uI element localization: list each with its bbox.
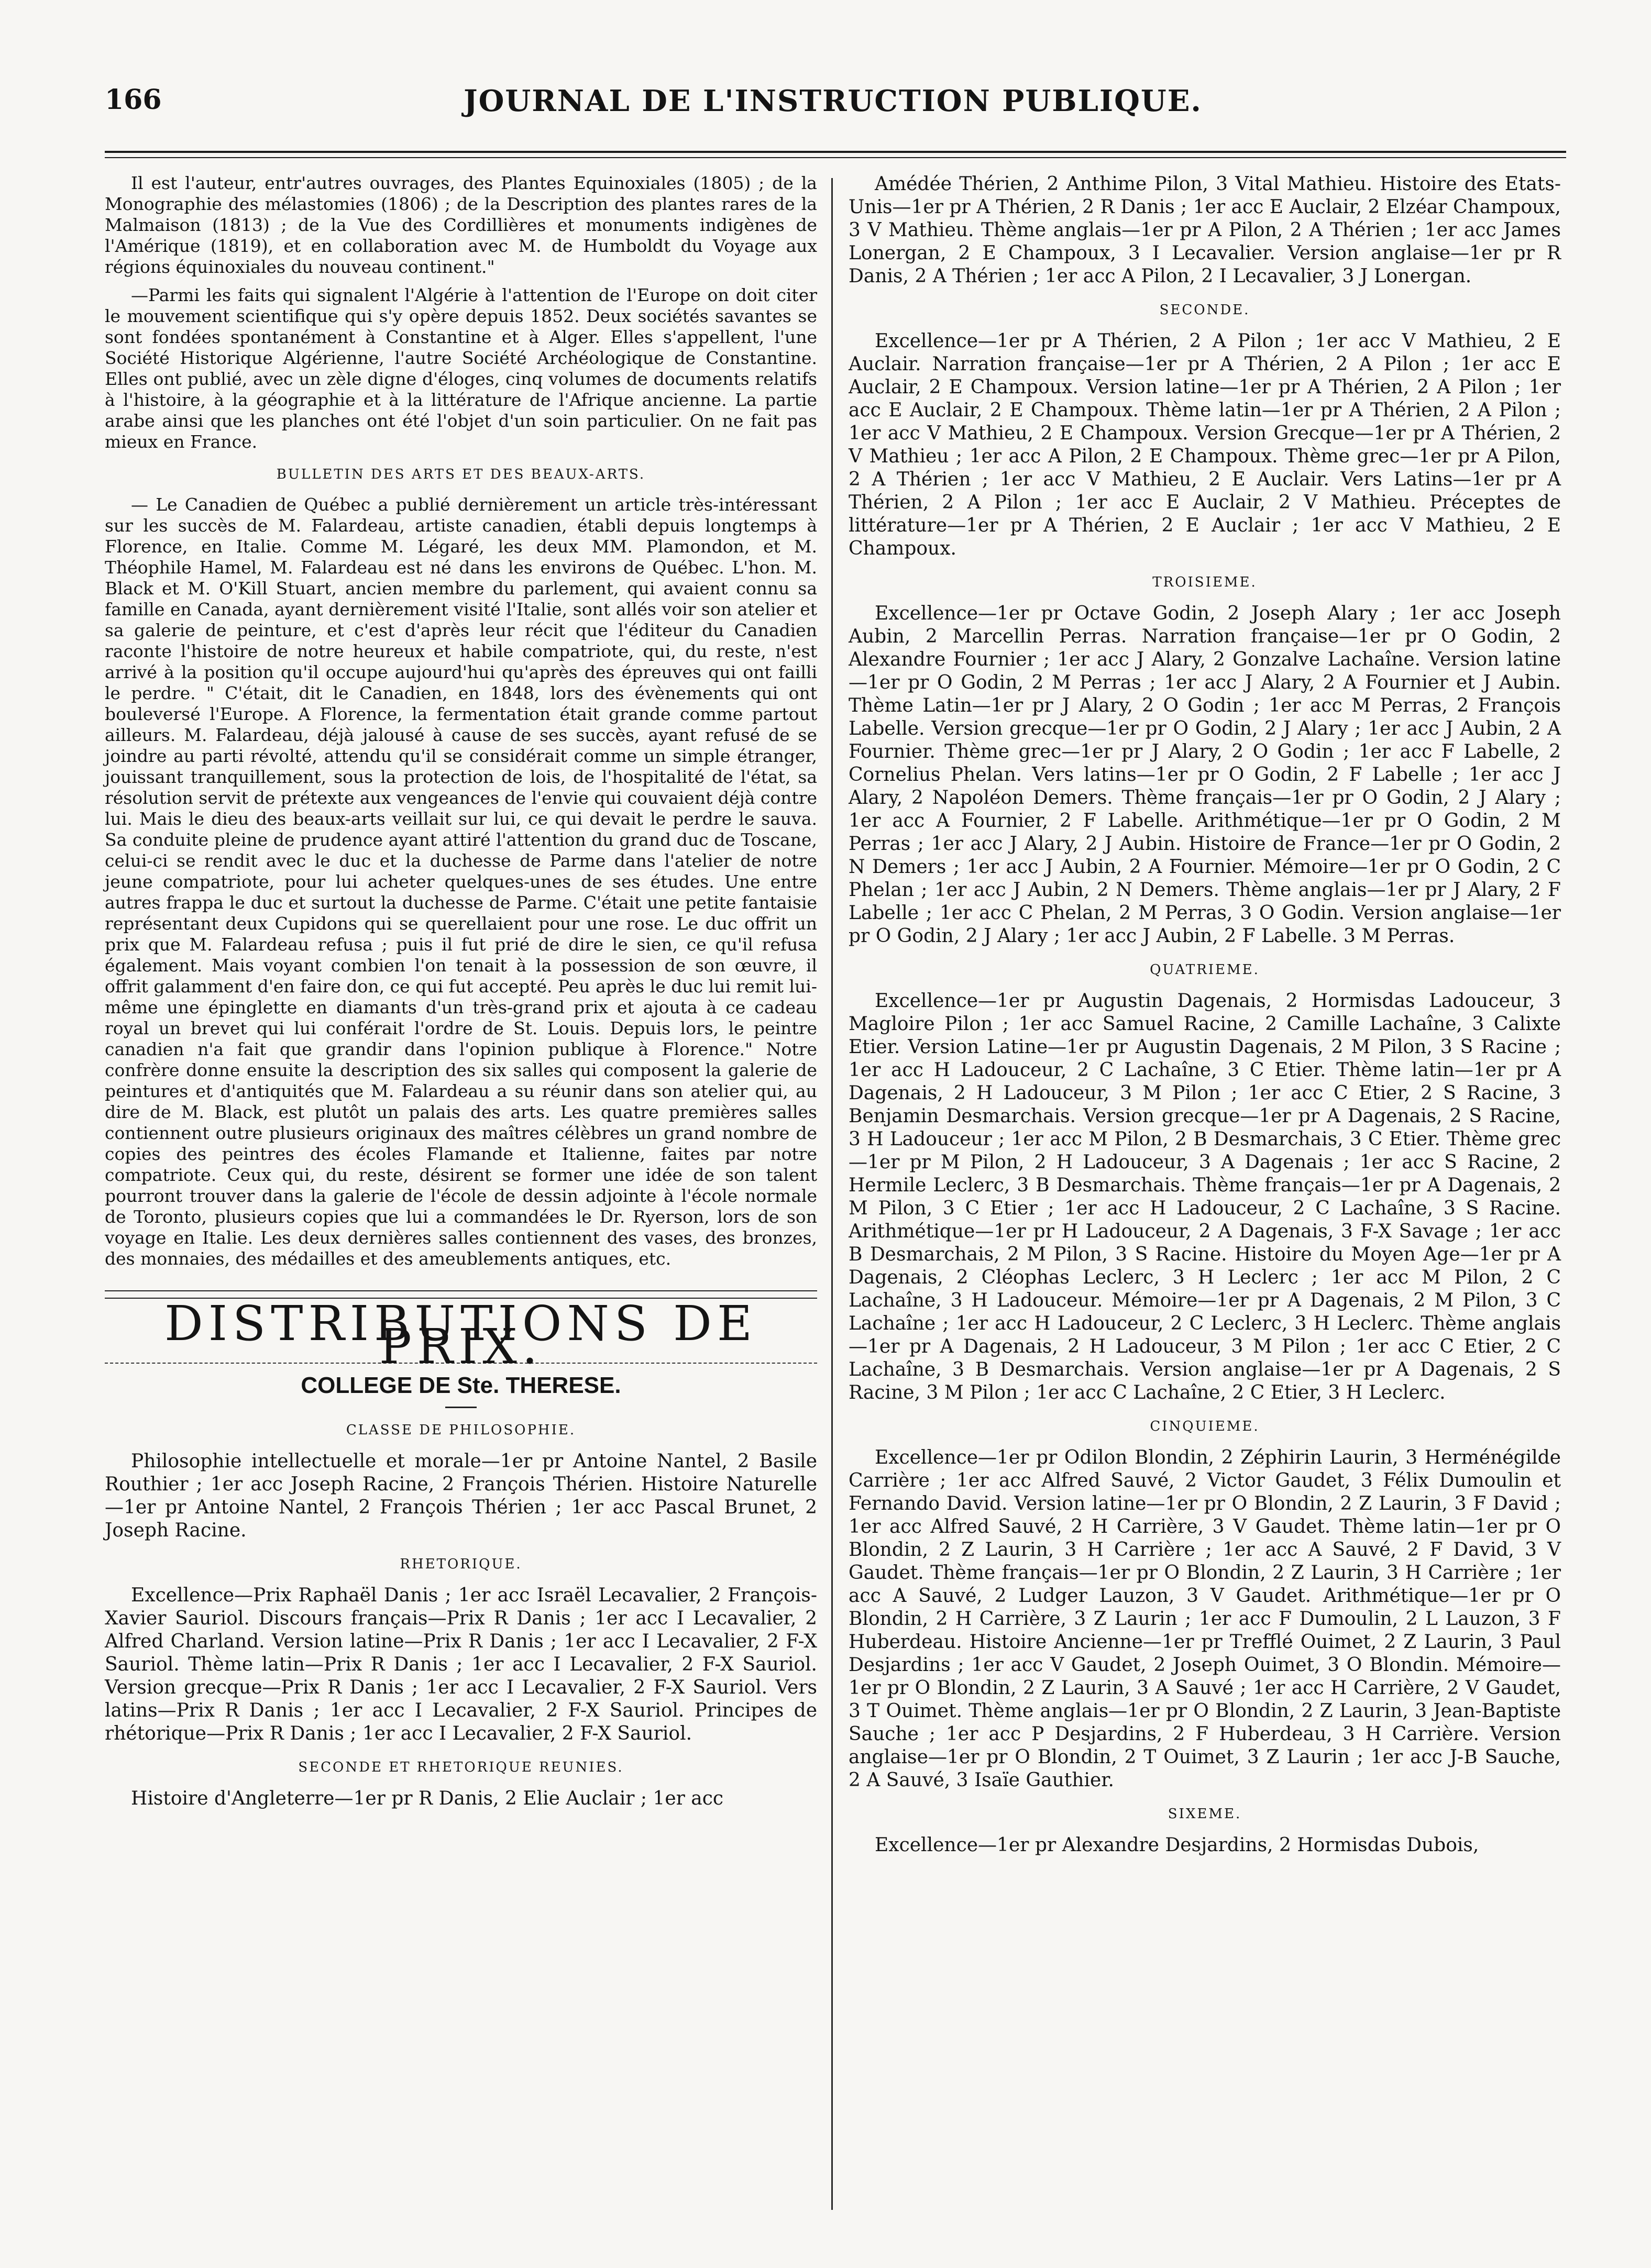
seconde-text: Excellence—1er pr A Thérien, 2 A Pilon ; 1er acc V Mathieu, 2 E Auclair. Narration française—1er pr A Thérien, 2 A Pilon ; 1er acc E Auclair, 2 E Champoux. Version latine—1er pr A Thérien, 2 A Pilon ; 1er acc E Auclair, 2 E Champoux. Thème latin—1er pr A Thérien, 2 A Pilon ; 1er acc V Mathieu, 2 E Champoux. Version Grecque—1er pr A Thérien, 2 V Mathieu ; 1er acc A Pilon, 2 E Champoux. Thème grec—1er pr A Pilon, 2 A Thérien ; 1er acc V Mathieu, 2 E Auclair. Vers Latins—1er pr A Thérien, 2 A Pilon ; 1er acc E Auclair, 2 V Mathieu. Préceptes de littérature—1er pr A Thérien, 2 E Auclair ; 1er acc V Mathieu, 2 E Champoux.: [849, 330, 1561, 559]
right-column: [849, 173, 1561, 1864]
philosophie-text: Philosophie intellectuelle et morale—1er pr Antoine Nantel, 2 Basile Routhier ; 1er acc Joseph Racine, 2 François Thérien. Histoire Naturelle—1er pr Antoine Nantel, 2 François Thérien ; 1er acc Pascal Brunet, 2 Joseph Racine.: [105, 1451, 817, 1541]
page-number: 166: [105, 84, 162, 116]
falardeau-paragraph: — Le Canadien de Québec a publié dernièrement un article très-intéressant sur les succès de M. Falardeau, artiste canadien, établi depuis longtemps à Florence, en Italie. Comme M. Légaré, les deux MM. Plamondon, et M. Théophile Hamel, M. Falardeau est né dans les environs de Québec. L'hon. M. Black et M. O'Kill Stuart, ancien membre du parlement, qui avaient connu sa famille en Canada, ayant dernièrement visité l'Italie, sont allés voir son atelier et sa galerie de peinture, et c'est d'après leur récit que l'éditeur du Canadien raconte l'histoire de notre heureux et habile compatriote, qui, du reste, n'est arrivé à la position qu'il occupe aujourd'hui qu'après des épreuves qui ont failli le perdre. " C'était, dit le Canadien, en 1848, lors des évènements qui ont bouleversé l'Europe. A Florence, la fermentation était grande comme partout ailleurs. M. Falardeau, déjà jalousé à cause de ses succès, ayant refusé de se joindre au parti révolté, attendu qu'il se considérait comme un simple étranger, jouissant tranquillement, sous la protection de lois, de l'hospitalité de l'état, sa résolution servit de prétexte aux vengeances de l'envie qui couvaient déjà contre lui. Mais le dieu des beaux-arts veillait sur lui, ce qui devait le perdre le sauva. Sa conduite pleine de prudence ayant attiré l'attention du grand duc de Toscane, celui-ci se rendit avec le duc et la duchesse de Parme dans l'atelier de notre jeune compatriote, pour lui acheter quelques-unes de ses études. Une entre autres frappa le duc et surtout la duchesse de Parme. C'était une petite fantaisie représentant deux Cupidons qui se querellaient pour une rose. Le duc offrit un prix que M. Falardeau refusa ; puis il fut prié de dire le sien, ce qu'il refusa également. Mais voyant combien l'on tenait à la possession de son œuvre, il offrit galamment d'en faire don, ce qui fut accepté. Peu après le duc lui remit lui-même une épinglette en diamants d'un très-grand prix et ajouta à ce cadeau royal un brevet qui lui conférait l'ordre de St. Louis. Depuis lors, le peintre canadien n'a fait que grandir dans l'opinion publique à Florence." Notre confrère donne ensuite la description des six salles qui composent la galerie de peintures et d'antiquités que M. Falardeau a su réunir dans son atelier qui, au dire de M. Black, est plutôt un palais des arts. Les quatre premières salles contiennent outre plusieurs originaux des maîtres célèbres un grand nombre de copies des peintres des écoles Flamande et Italienne, faites par notre compatriote. Ceux qui, du reste, désirent se former une idée de son talent pourront trouver dans la galerie de l'école de dessin adjointe à l'école normale de Toronto, plusieurs copies que lui a commandées le Dr. Ryerson, lors de son voyage en Italie. Les deux dernières salles contiennent des vases, des bronzes, des monnaies, des médailles et des ameublements antiques, etc.: [105, 494, 817, 1269]
bulletin-heading: BULLETIN DES ARTS ET DES BEAUX-ARTS.: [276, 467, 646, 482]
header-rule-top: [105, 151, 1566, 153]
dash-divider: [445, 1407, 477, 1408]
sixieme-heading: SIXEME.: [1168, 1806, 1242, 1822]
rhetorique-heading: RHETORIQUE.: [400, 1556, 522, 1572]
journal-title: JOURNAL DE L'INSTRUCTION PUBLIQUE.: [464, 84, 1202, 118]
left-column: [105, 173, 817, 1818]
quatrieme-heading: QUATRIEME.: [1150, 962, 1260, 978]
troisieme-heading: TROISIEME.: [1152, 574, 1257, 590]
algerie-paragraph: —Parmi les faits qui signalent l'Algérie à l'attention de l'Europe on doit citer le mouvement scientifique qui s'y opère depuis 1852. Deux sociétés savantes se sont fondées spontanément à Constantine et à Alger. Elles s'appellent, l'une Société Historique Algérienne, l'autre Société Archéologique de Constantine. Elles ont publié, avec un zèle digne d'éloges, cinq volumes de documents relatifs à l'histoire, à la géographie et à la littérature de l'Afrique ancienne. La partie arabe ainsi que les planches ont été l'objet d'un soin particulier. On ne fait pas mieux en France.: [105, 285, 817, 452]
rhetorique-text: Excellence—Prix Raphaël Danis ; 1er acc Israël Lecavalier, 2 François-Xavier Sauriol. Discours français—Prix R Danis ; 1er acc I Lecavalier, 2 Alfred Charland. Version latine—Prix R Danis ; 1er acc I Lecavalier, 2 F-X Sauriol. Thème latin—Prix R Danis ; 1er acc I Lecavalier, 2 F-X Sauriol. Version grecque—Prix R Danis ; 1er acc I Lecavalier, 2 F-X Sauriol. Vers latins—Prix R Danis ; 1er acc I Lecavalier, 2 F-X Sauriol. Principes de rhétorique—Prix R Danis ; 1er acc I Lecavalier, 2 F-X Sauriol.: [105, 1585, 817, 1744]
page-header: [105, 84, 1561, 141]
seconde-rhetorique-text: Histoire d'Angleterre—1er pr R Danis, 2 Elie Auclair ; 1er acc: [131, 1788, 724, 1809]
works-paragraph: Il est l'auteur, entr'autres ouvrages, des Plantes Equinoxiales (1805) ; de la Monographie des mélastomies (1806) ; de la Description des plantes rares de la Malmaison (1813) ; de la Vue des Cordillières et monuments indigènes de l'Amérique (1819), et en collaboration avec M. de Humboldt du Voyage aux régions équinoxiales du nouveau continent.": [105, 173, 817, 277]
philosophie-heading: CLASSE DE PHILOSOPHIE.: [346, 1422, 576, 1438]
distributions-title: DISTRIBUTIONS DE PRIX.: [164, 1296, 758, 1375]
cinquieme-heading: CINQUIEME.: [1150, 1419, 1260, 1434]
seconde-heading: SECONDE.: [1159, 302, 1250, 318]
seconde-rhetorique-heading: SECONDE ET RHETORIQUE REUNIES.: [298, 1760, 624, 1775]
troisieme-text: Excellence—1er pr Octave Godin, 2 Joseph Alary ; 1er acc Joseph Aubin, 2 Marcellin Perras. Narration française—1er pr O Godin, 2 Alexandre Fournier ; 1er acc J Alary, 2 Gonzalve Lachaîne. Version latine—1er pr O Godin, 2 M Perras ; 1er acc J Alary, 2 A Fournier et J Aubin. Thème Latin—1er pr J Alary, 2 O Godin ; 1er acc M Perras, 2 François Labelle. Version grecque—1er pr O Godin, 2 J Alary ; 1er acc J Aubin, 2 A Fournier. Thème grec—1er pr J Alary, 2 O Godin ; 1er acc F Labelle, 2 Cornelius Phelan. Vers latins—1er pr O Godin, 2 F Labelle ; 1er acc J Alary, 2 Napoléon Demers. Thème français—1er pr O Godin, 2 J Alary ; 1er acc A Fournier, 2 F Labelle. Arithmétique—1er pr O Godin, 2 M Perras ; 1er acc J Alary, 2 J Aubin. Histoire de France—1er pr O Godin, 2 N Demers ; 1er acc J Aubin, 2 A Fournier. Mémoire—1er pr O Godin, 2 C Phelan ; 1er acc J Aubin, 2 N Demers. Thème anglais—1er pr J Alary, 2 F Labelle ; 1er acc C Phelan, 2 M Perras, 3 O Godin. Version anglaise—1er pr O Godin, 2 J Alary ; 1er acc J Aubin, 2 F Labelle. 3 M Perras.: [849, 603, 1561, 947]
college-title: COLLEGE DE Ste. THERESE.: [301, 1373, 621, 1398]
header-rule-bottom: [105, 157, 1566, 158]
sixieme-text: Excellence—1er pr Alexandre Desjardins, 2 Hormisdas Dubois,: [875, 1834, 1479, 1856]
quatrieme-text: Excellence—1er pr Augustin Dagenais, 2 Hormisdas Ladouceur, 3 Magloire Pilon ; 1er acc Samuel Racine, 2 Camille Lachaîne, 3 Calixte Etier. Version Latine—1er pr Augustin Dagenais, 2 M Pilon, 3 S Racine ; 1er acc H Ladouceur, 2 C Lachaîne, 3 C Etier. Thème latin—1er pr A Dagenais, 2 H Ladouceur, 3 M Pilon ; 1er acc C Etier, 2 S Racine, 3 Benjamin Desmarchais. Version grecque—1er pr A Dagenais, 2 S Racine, 3 H Ladouceur ; 1er acc M Pilon, 2 B Desmarchais, 3 C Etier. Thème grec—1er pr M Pilon, 2 H Ladouceur, 3 A Dagenais ; 1er acc S Racine, 2 Hermile Leclerc, 3 B Desmarchais. Thème français—1er pr A Dagenais, 2 M Pilon, 3 C Etier ; 1er acc H Ladouceur, 2 C Lachaîne, 3 S Racine. Arithmétique—1er pr H Ladouceur, 2 A Dagenais, 3 F-X Savage ; 1er acc B Desmarchais, 2 M Pilon, 3 S Racine. Histoire du Moyen Age—1er pr A Dagenais, 2 Cléophas Leclerc, 3 H Leclerc ; 1er acc M Pilon, 2 C Lachaîne, 3 H Ladouceur. Mémoire—1er pr A Dagenais, 2 M Pilon, 3 C Lachaîne ; 1er acc H Ladouceur, 2 C Leclerc, 3 H Leclerc. Thème anglais—1er pr A Dagenais, 2 H Ladouceur, 3 M Pilon ; 1er acc C Etier, 2 C Lachaîne, 3 B Desmarchais. Version anglaise—1er pr A Dagenais, 2 S Racine, 3 M Pilon ; 1er acc C Lachaîne, 2 C Etier, 3 H Leclerc.: [849, 990, 1561, 1403]
continued-text: Amédée Thérien, 2 Anthime Pilon, 3 Vital Mathieu. Histoire des Etats-Unis—1er pr A Thérien, 2 R Danis ; 1er acc E Auclair, 2 Elzéar Champoux, 3 V Mathieu. Thème anglais—1er pr A Pilon, 2 A Thérien ; 1er acc James Lonergan, 2 E Champoux, 3 I Lecavalier. Version anglaise—1er pr R Danis, 2 A Thérien ; 1er acc A Pilon, 2 I Lecavalier, 3 J Lonergan.: [849, 173, 1561, 287]
column-divider: [831, 178, 833, 2210]
cinquieme-text: Excellence—1er pr Odilon Blondin, 2 Zéphirin Laurin, 3 Herménégilde Carrière ; 1er acc Alfred Sauvé, 2 Victor Gaudet, 3 Félix Dumoulin et Fernando David. Version latine—1er pr O Blondin, 2 Z Laurin, 3 F David ; 1er acc Alfred Sauvé, 2 H Carrière, 3 V Gaudet. Thème latin—1er pr O Blondin, 2 Z Laurin, 3 H Carrière ; 1er acc A Sauvé, 2 F David, 3 V Gaudet. Thème français—1er pr O Blondin, 2 Z Laurin, 3 H Carrière ; 1er acc A Sauvé, 2 Ludger Lauzon, 3 V Gaudet. Arithmétique—1er pr O Blondin, 2 H Carrière, 3 Z Laurin ; 1er acc F Dumoulin, 2 L Lauzon, 3 F Huberdeau. Histoire Ancienne—1er pr Trefflé Ouimet, 2 Z Laurin, 3 Paul Desjardins ; 1er acc V Gaudet, 2 Joseph Ouimet, 3 O Blondin. Mémoire—1er pr O Blondin, 2 Z Laurin, 3 A Sauvé ; 1er acc H Carrière, 2 V Gaudet, 3 T Ouimet. Thème anglais—1er pr O Blondin, 2 Z Laurin, 3 Jean-Baptiste Sauche ; 1er acc P Desjardins, 2 F Huberdeau, 3 H Carrière. Version anglaise—1er pr O Blondin, 2 T Ouimet, 3 Z Laurin ; 1er acc J-B Sauche, 2 A Sauvé, 3 Isaïe Gauthier.: [849, 1447, 1561, 1791]
